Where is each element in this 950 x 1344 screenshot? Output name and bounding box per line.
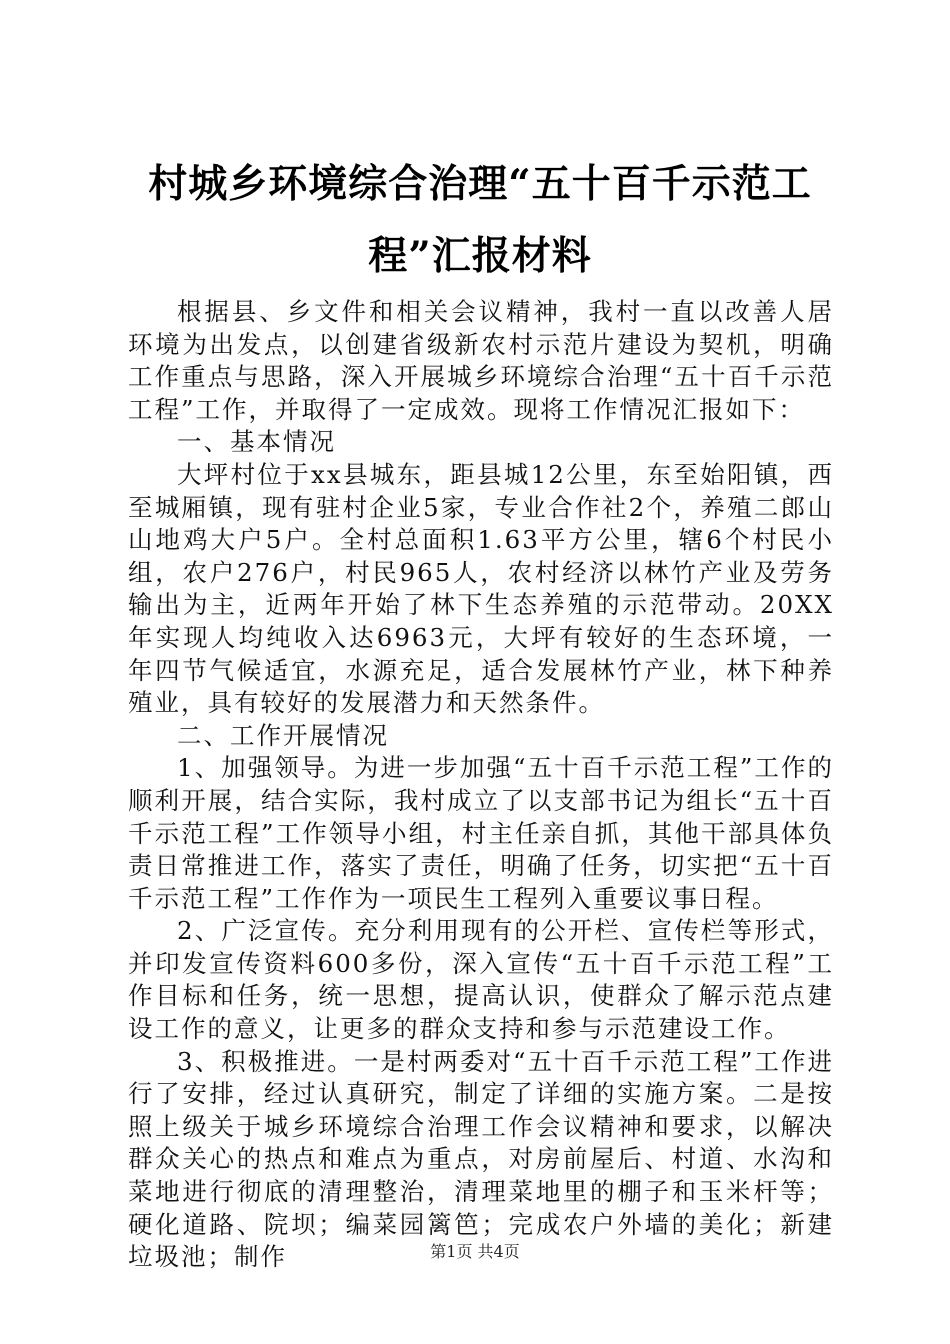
work-item-publicity: 2、广泛宣传。充分利用现有的公开栏、宣传栏等形式，并印发宣传资料600多份，深入宣传“五十百千示范工程”工作目标和任务，统一思想，提高认识，使群众了解示范点建设工作的意义，让更多的群众支持和参与示范建设工作。 xyxy=(128,916,834,1044)
basic-situation-paragraph: 大坪村位于xx县城东，距县城12公里，东至始阳镇，西至城厢镇，现有驻村企业5家，专业合作社2个，养殖二郎山山地鸡大户5户。全村总面积1.63平方公里，辖6个村民小组，农户276户，村民965人，农村经济以林竹产业及劳务输出为主，近两年开始了林下生态养殖的示范带动。20XX年实现人均纯收入达6963元，大坪有较好的生态环境，一年四节气候适宜，水源充足，适合发展林竹产业，林下种养殖业，具有较好的发展潜力和天然条件。 xyxy=(128,459,834,718)
page-number-footer: 第1页 共4页 xyxy=(430,1242,520,1261)
section-heading-basic-situation: 一、基本情况 xyxy=(177,427,336,457)
intro-paragraph: 根据县、乡文件和相关会议精神，我村一直以改善人居环境为出发点，以创建省级新农村示范片建设为契机，明确工作重点与思路，深入开展城乡环境综合治理“五十百千示范工程”工作，并取得了一定成效。现将工作情况汇报如下： xyxy=(128,297,834,424)
work-item-promotion: 3、积极推进。一是村两委对“五十百千示范工程”工作进行了安排，经过认真研究，制定了详细的实施方案。二是按照上级关于城乡环境综合治理工作会议精神和要求，以解决群众关心的热点和难点为重点，对房前屋后、村道、水沟和菜地进行彻底的清理整治，清理菜地里的棚子和玉米杆等；硬化道路、院坝；编菜园篱笆；完成农户外墙的美化；新建垃圾池；制作 xyxy=(128,1046,834,1272)
document-body xyxy=(128,296,834,1274)
work-item-leadership: 1、加强领导。为进一步加强“五十百千示范工程”工作的顺利开展，结合实际，我村成立了以支部书记为组长“五十百千示范工程”工作领导小组，村主任亲自抓，其他干部具体负责日常推进工作，落实了责任，明确了任务，切实把“五十百千示范工程”工作作为一项民生工程列入重要议事日程。 xyxy=(128,753,834,913)
document-title: 村城乡环境综合治理“五十百千示范工程”汇报材料 xyxy=(148,161,812,279)
section-heading-work-progress: 二、工作开展情况 xyxy=(177,720,389,750)
